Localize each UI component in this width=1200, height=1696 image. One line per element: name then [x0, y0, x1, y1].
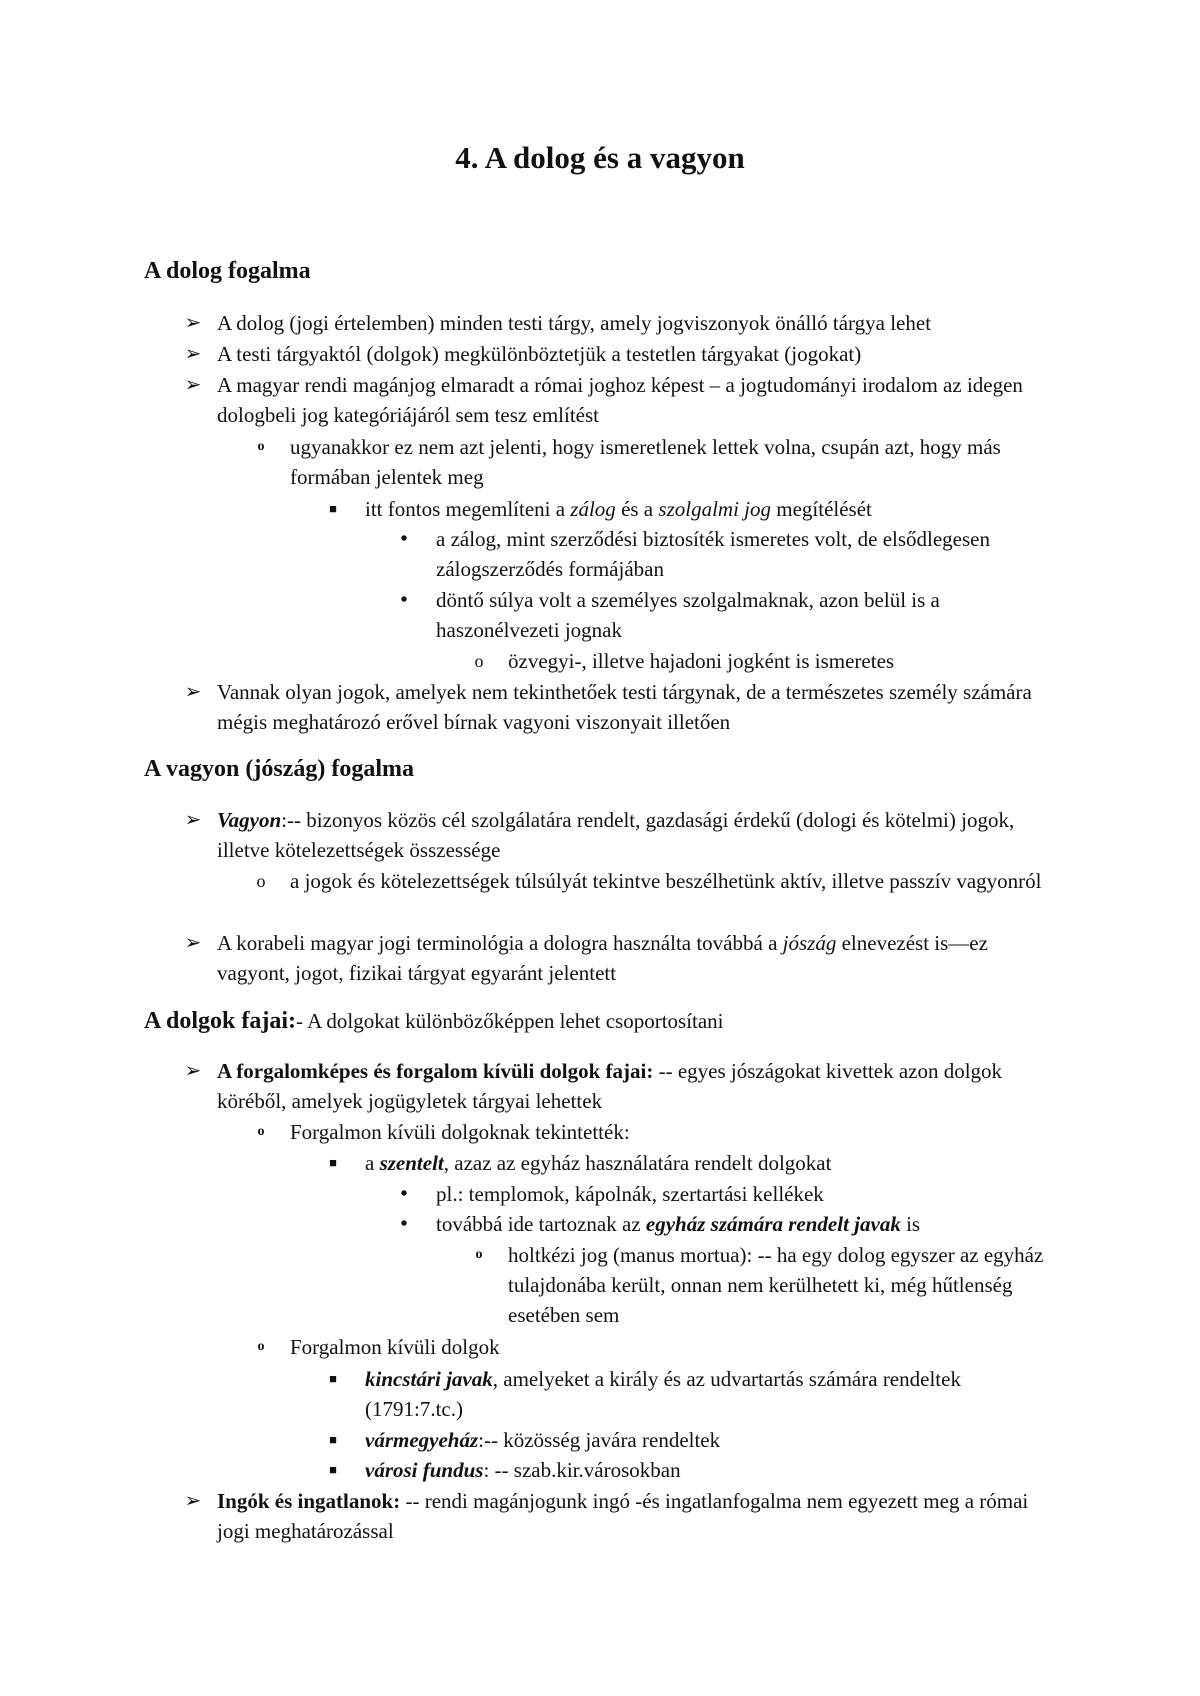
- ring-bullet-icon: o: [257, 439, 265, 454]
- list-item: ➢ A forgalomképes és forgalom kívüli dolgok fajai: -- egyes jószágokat kivettek azon dolgok köréből, amelyek jogügyletek tárgyai lehettek: [182, 1056, 1062, 1116]
- list-item: ➢ A magyar rendi magánjog elmaradt a római joghoz képest – a jogtudományi irodalom az idegen dologbeli jog kategóriájáról sem tesz említést: [182, 370, 1062, 430]
- square-bullet-icon: ■: [329, 1155, 337, 1170]
- arrow-bullet-icon: ➢: [184, 809, 202, 831]
- section-heading-dolgok-fajai: A dolgok fajai:- A dolgokat különbözőképpen lehet csoportosítani: [144, 1008, 724, 1034]
- list-item: • a zálog, mint szerződési biztosíték ismeretes volt, de elsődlegesen zálogszerződés formájában: [393, 524, 1033, 584]
- list-item: o ugyanakkor ez nem azt jelenti, hogy ismeretlenek lettek volna, csupán azt, hogy más formában jelentek meg: [250, 432, 1060, 492]
- list-item: o holtkézi jog (manus mortua): -- ha egy dolog egyszer az egyház tulajdonába került, onnan nem kerülhetett ki, még hűtlenség esetében sem: [468, 1240, 1068, 1330]
- list-item: ➢ A korabeli magyar jogi terminológia a dologra használta továbbá a jószág elnevezést is—ez vagyont, jogot, fizikai tárgyat egyaránt jelentett: [182, 928, 1062, 988]
- arrow-bullet-icon: ➢: [184, 681, 202, 703]
- hollow-circle-bullet-icon: o: [474, 651, 484, 671]
- list-item: • továbbá ide tartoznak az egyház számára rendelt javak is: [393, 1209, 1053, 1239]
- list-item: o Forgalmon kívüli dolgoknak tekintették:: [250, 1117, 1060, 1147]
- arrow-bullet-icon: ➢: [184, 312, 202, 334]
- square-bullet-icon: ■: [329, 1432, 337, 1447]
- page-title: 4. A dolog és a vagyon: [455, 140, 745, 175]
- arrow-bullet-icon: ➢: [184, 932, 202, 954]
- arrow-bullet-icon: ➢: [184, 1490, 202, 1512]
- list-item: ➢ Vagyon:-- bizonyos közös cél szolgálatára rendelt, gazdasági érdekű (dologi és kötelmi) jogok, illetve kötelezettségek összessége: [182, 805, 1062, 865]
- list-item: • pl.: templomok, kápolnák, szertartási kellékek: [393, 1179, 1053, 1209]
- ring-bullet-icon: o: [257, 1339, 265, 1354]
- arrow-bullet-icon: ➢: [184, 1060, 202, 1082]
- ring-bullet-icon: o: [257, 1124, 265, 1139]
- list-item: ➢ Ingók és ingatlanok: -- rendi magánjogunk ingó -és ingatlanfogalma nem egyezett meg a római jogi meghatározással: [182, 1486, 1062, 1546]
- hollow-circle-bullet-icon: o: [256, 871, 266, 891]
- list-item: • döntő súlya volt a személyes szolgalmaknak, azon belül is a haszonélvezeti jognak: [393, 585, 1033, 645]
- square-bullet-icon: ■: [329, 1371, 337, 1386]
- list-item: o özvegyi-, illetve hajadoni jogként is ismeretes: [468, 646, 1068, 676]
- square-bullet-icon: ■: [329, 1462, 337, 1477]
- arrow-bullet-icon: ➢: [184, 343, 202, 365]
- arrow-bullet-icon: ➢: [184, 374, 202, 396]
- dot-bullet-icon: •: [400, 1213, 408, 1235]
- list-item: ■ a szentelt, azaz az egyház használatára rendelt dolgokat: [322, 1148, 1062, 1178]
- list-item: ➢ A dolog (jogi értelemben) minden testi tárgy, amely jogviszonyok önálló tárgya lehet: [182, 308, 1062, 338]
- dot-bullet-icon: •: [400, 589, 408, 611]
- dot-bullet-icon: •: [400, 528, 408, 550]
- list-item: ➢ Vannak olyan jogok, amelyek nem tekinthetőek testi tárgynak, de a természetes személy számára mégis meghatározó erővel bírnak vagyoni viszonyait illetően: [182, 677, 1062, 737]
- list-item: ■ kincstári javak, amelyeket a király és az udvartartás számára rendeltek (1791:7.tc.): [322, 1364, 1062, 1424]
- list-item: ■ itt fontos megemlíteni a zálog és a szolgalmi jog megítélését: [322, 494, 1062, 524]
- dot-bullet-icon: •: [400, 1183, 408, 1205]
- list-item: o a jogok és kötelezettségek túlsúlyát tekintve beszélhetünk aktív, illetve passzív vagyonról: [250, 866, 1080, 896]
- section-heading-dolog-fogalma: A dolog fogalma: [144, 258, 311, 284]
- square-bullet-icon: ■: [329, 501, 337, 516]
- list-item: o Forgalmon kívüli dolgok: [250, 1332, 1060, 1362]
- list-item: ■ vármegyeház:-- közösség javára rendeltek: [322, 1425, 1062, 1455]
- list-item: ■ városi fundus: -- szab.kir.városokban: [322, 1455, 1062, 1485]
- ring-bullet-icon: o: [475, 1247, 483, 1262]
- section-heading-vagyon-fogalma: A vagyon (jószág) fogalma: [144, 756, 414, 782]
- list-item: ➢ A testi tárgyaktól (dolgok) megkülönböztetjük a testetlen tárgyakat (jogokat): [182, 339, 1062, 369]
